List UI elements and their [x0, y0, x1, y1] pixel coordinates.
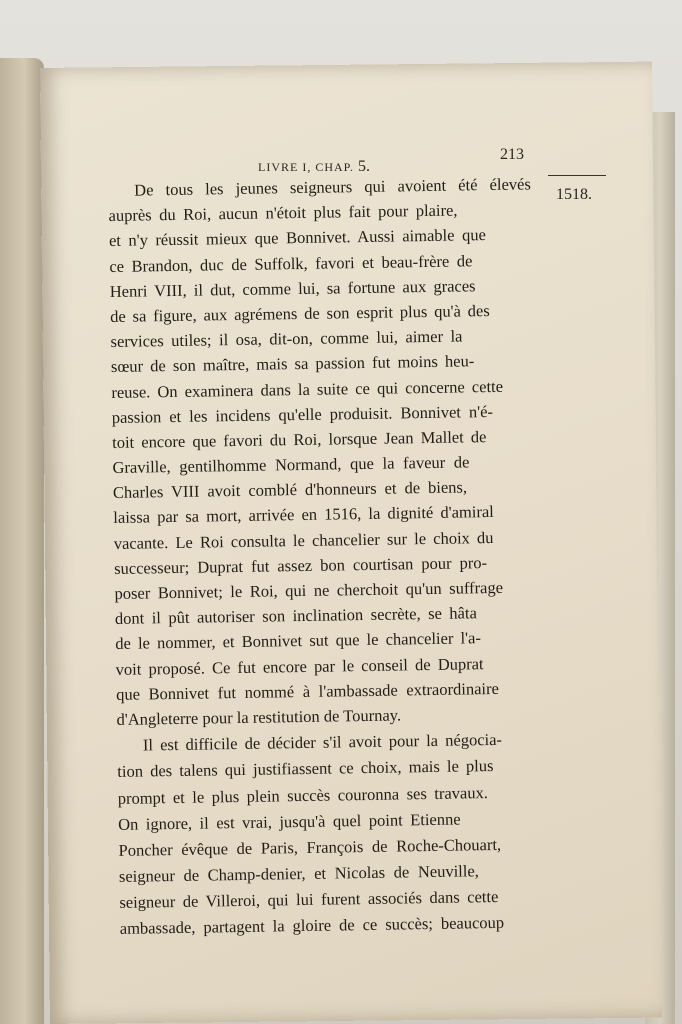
text-line: auprès du Roi, aucun n'étoit plus fait pour plaire, — [108, 200, 458, 226]
chapter-number: 5. — [358, 158, 371, 175]
text-line: ambassade, partagent la gloire de ce succès; beaucoup — [119, 913, 505, 939]
text-line: de sa figure, aux agrémens de son esprit plus qu'à des — [110, 300, 490, 326]
text-line: services utiles; il osa, dit-on, comme lui, aimer la — [110, 326, 463, 352]
text-line: seigneur de Champ-denier, et Nicolas de Neuville, — [118, 861, 479, 886]
text-line: de le nommer, et Bonnivet sut que le chancelier l'a- — [115, 628, 482, 654]
text-line: seigneur de Villeroi, qui lui furent associés dans cette — [119, 887, 499, 913]
text-line: toit encore que favori du Roi, lorsque Jean Mallet de — [112, 426, 487, 452]
text-line: De tous les jeunes seigneurs qui avoient été élevés — [134, 174, 531, 200]
text-line: sœur de son maître, mais sa passion fut moins heu- — [110, 351, 475, 377]
margin-rule — [548, 175, 606, 176]
text-line: Graville, gentilhomme Normand, que la faveur de — [112, 452, 470, 478]
text-line: voit proposé. Ce fut encore par le conseil de Duprat — [115, 653, 484, 679]
text-line: que Bonnivet fut nommé à l'ambassade extraordinaire — [115, 678, 499, 704]
text-line: Il est difficile de décider s'il avoit pour la négocia- — [142, 730, 503, 755]
text-line: On ignore, il est vrai, jusqu'à quel point Etienne — [118, 809, 461, 834]
text-line: et n'y réussit mieux que Bonnivet. Aussi aimable que — [108, 225, 486, 251]
text-line: dont il pût autoriser son inclination secrète, se hâta — [114, 603, 477, 629]
text-line: prompt et le plus plein succès couronna ses travaux. — [117, 782, 489, 808]
margin-year: 1518. — [556, 186, 592, 203]
body-text — [108, 171, 543, 941]
page-number: 213 — [500, 146, 524, 163]
text-line: tion des talens qui justifiassent ce choix, mais le plus — [117, 756, 494, 782]
text-line: reuse. On examinera dans la suite ce qui concerne cette — [111, 376, 504, 402]
text-line: poser Bonnivet; le Roi, qui ne cherchoit qu'un suffrage — [114, 577, 504, 603]
facing-page-edge — [0, 58, 44, 1024]
running-head-title: LIVRE I, CHAP. — [258, 160, 355, 174]
text-line: ce Brandon, duc de Suffolk, favori et beau-frère de — [109, 250, 473, 276]
text-line: vacante. Le Roi consulta le chancelier sur le choix du — [113, 527, 494, 553]
text-line: d'Angleterre pour la restitution de Tournay. — [116, 705, 402, 729]
text-line: successeur; Duprat fut assez bon courtisan pour pro- — [113, 552, 488, 578]
text-line: passion et les incidens qu'elle produisit. Bonnivet n'é- — [111, 401, 494, 427]
text-line: Henri VIII, il dut, comme lui, sa fortune aux graces — [109, 275, 476, 301]
text-line: laissa par sa mort, arrivée en 1516, la dignité d'amiral — [113, 502, 494, 528]
text-line: Charles VIII avoit comblé d'honneurs et de biens, — [112, 477, 468, 503]
text-line: Poncher évêque de Paris, François de Roche-Chouart, — [118, 834, 502, 860]
